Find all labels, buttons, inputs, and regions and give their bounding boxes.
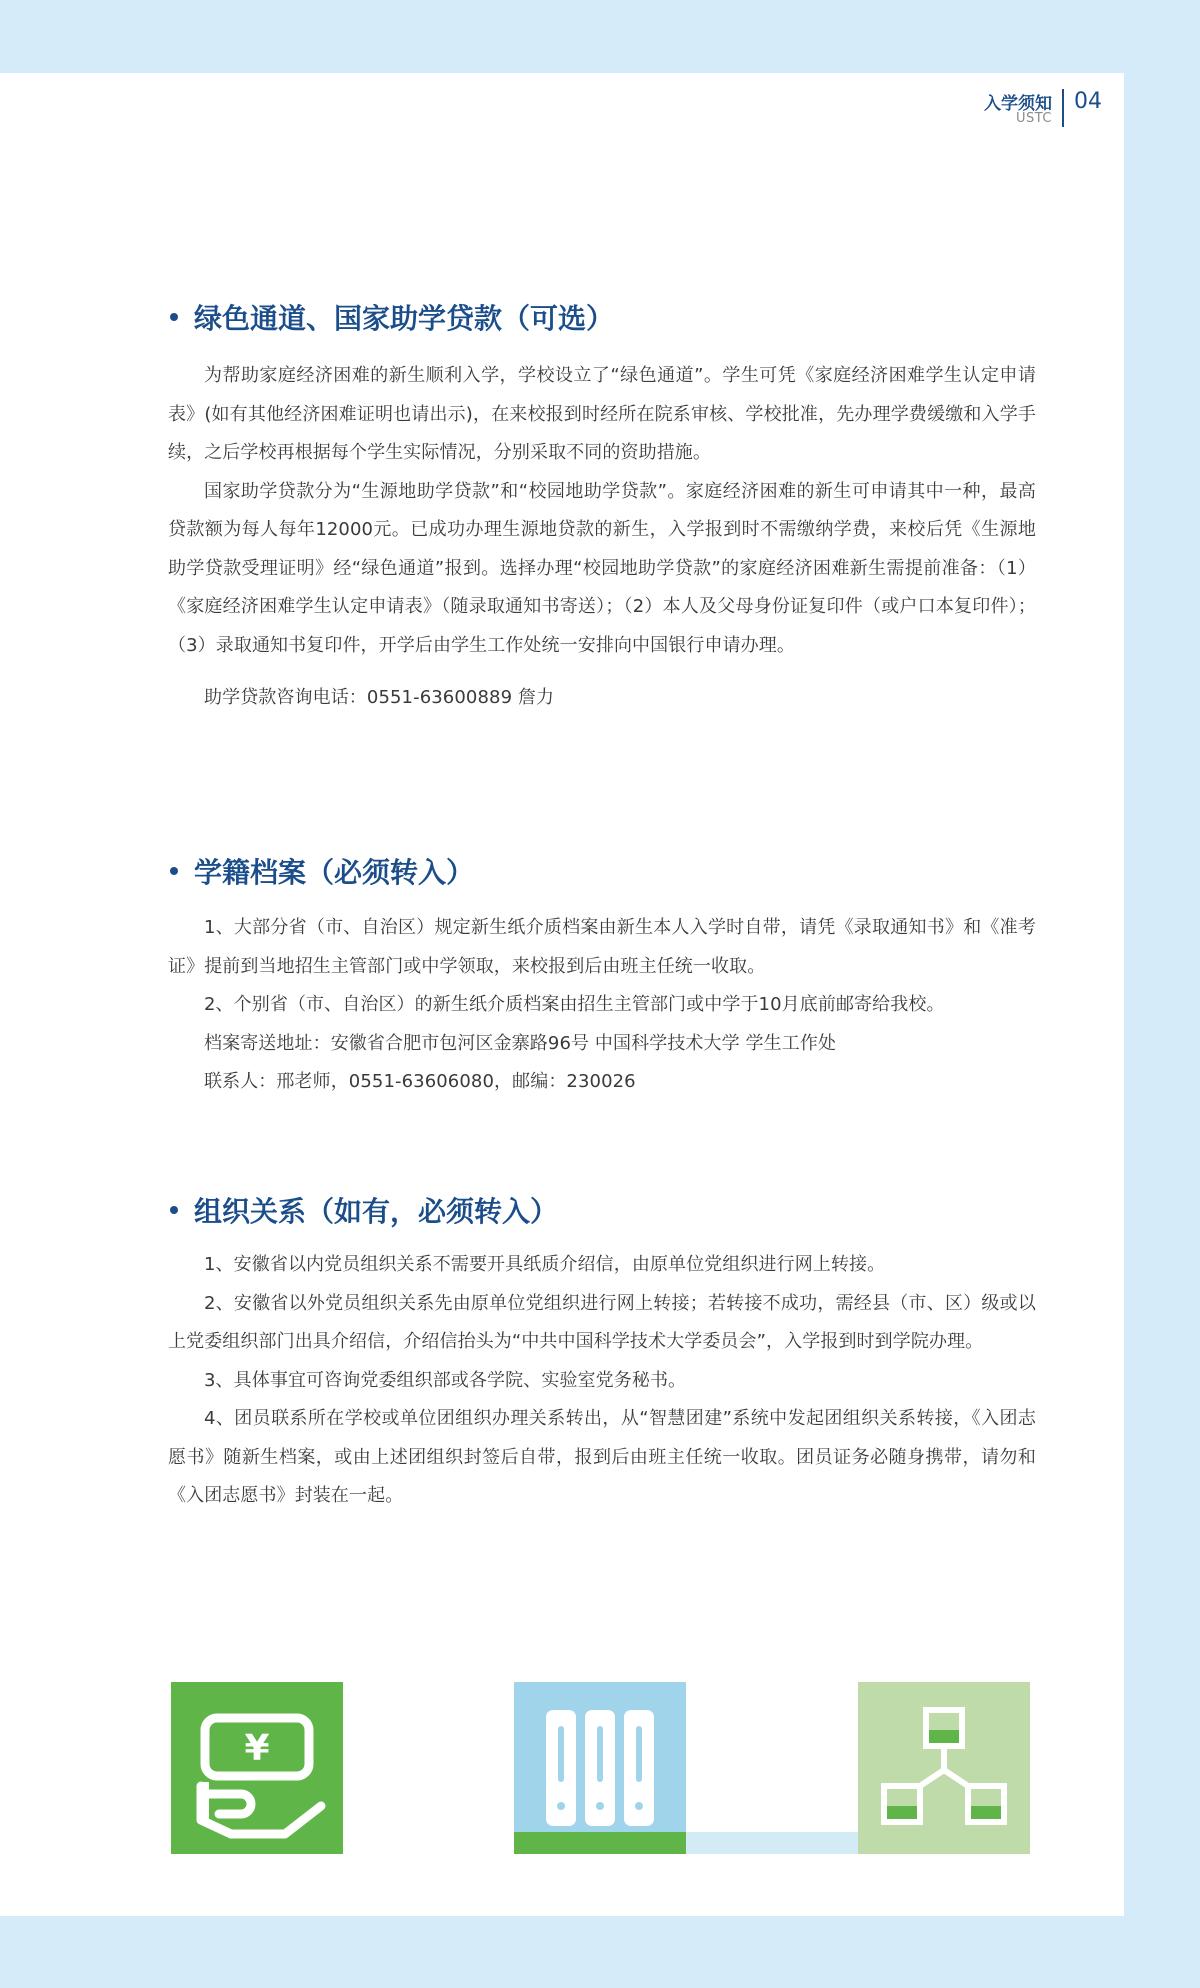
section-title-text: 绿色通道、国家助学贷款（可选） (194, 302, 615, 335)
section-title-text: 组织关系（如有，必须转入） (194, 1195, 559, 1228)
section-party-relations (168, 1190, 1036, 1516)
section-title (168, 851, 1036, 891)
paragraph: 国家助学贷款分为“生源地助学贷款”和“校园地助学贷款”。家庭经济困难的新生可申请其中一种，最高贷款额为每人每年12000元。已成功办理生源地贷款的新生，入学报到时不需缴纳学费，来校后凭《生源地助学贷款受理证明》经“绿色通道”报到。选择办理“校园地助学贷款”的家庭经济困难新生需提前准备：（1）《家庭经济困难学生认定申请表》（随录取通知书寄送）；（2）本人及父母身份证复印件（或户口本复印件）；（3）录取通知书复印件，开学后由学生工作处统一安排向中国银行申请办理。 (168, 480, 1036, 656)
decorative-strip (514, 1832, 686, 1854)
records-contact: 联系人：邢老师，0551-63606080，邮编：230026 (204, 1071, 636, 1092)
section-title (168, 1190, 1036, 1230)
section-green-channel (168, 297, 1036, 718)
paragraph: 为帮助家庭经济困难的新生顺利入学，学校设立了“绿色通道”。学生可凭《家庭经济困难学生认定申请表》(如有其他经济困难证明也请出示)，在来校报到时经所在院系审核、学校批准，先办理学费缓缴和入学手续，之后学校再根据每个学生实际情况，分别采取不同的资助措施。 (168, 365, 1036, 463)
section-student-records (168, 851, 1036, 1102)
section-title-text: 学籍档案（必须转入） (194, 856, 475, 889)
header-divider (1062, 89, 1064, 127)
paragraph: 2、个别省（市、自治区）的新生纸介质档案由招生主管部门或中学于10月底前邮寄给我校。 (204, 994, 945, 1015)
bullet-icon (170, 867, 178, 875)
org-network-icon (858, 1682, 1030, 1854)
svg-text:¥: ¥ (244, 1728, 270, 1769)
page-header (972, 87, 1112, 131)
loan-contact: 助学贷款咨询电话：0551-63600889 詹力 (204, 687, 555, 708)
decorative-strip (686, 1832, 858, 1854)
header-subtitle: USTC (1015, 111, 1052, 126)
paragraph: 2、安徽省以外党员组织关系先由原单位党组织进行网上转接；若转接不成功，需经县（市、区）级或以上党委组织部门出具介绍信，介绍信抬头为“中共中国科学技术大学委员会”，入学报到时到学院办理。 (168, 1292, 1036, 1352)
paragraph: 1、安徽省以内党员组织关系不需要开具纸质介绍信，由原单位党组织进行网上转接。 (204, 1254, 886, 1275)
bullet-icon (170, 1206, 178, 1214)
page-number: 04 (1074, 89, 1102, 114)
mailing-address: 档案寄送地址：安徽省合肥市包河区金寨路96号 中国科学技术大学 学生工作处 (204, 1032, 837, 1054)
paragraph: 3、具体事宜可咨询党委组织部或各学院、实验室党务秘书。 (204, 1369, 687, 1391)
archive-binders-icon (514, 1682, 686, 1854)
money-hand-icon (171, 1682, 343, 1854)
bullet-icon (170, 313, 178, 321)
header-title: 入学须知 (984, 94, 1052, 114)
paragraph: 4、团员联系所在学校或单位团组织办理关系转出，从“智慧团建”系统中发起团组织关系转接，《入团志愿书》随新生档案，或由上述团组织封签后自带，报到后由班主任统一收取。团员证务必随身携带，请勿和《入团志愿书》封装在一起。 (168, 1408, 1036, 1506)
section-title (168, 297, 1036, 337)
paragraph: 1、大部分省（市、自治区）规定新生纸介质档案由新生本人入学时自带，请凭《录取通知书》和《准考证》提前到当地招生主管部门或中学领取，来校报到后由班主任统一收取。 (168, 917, 1036, 977)
